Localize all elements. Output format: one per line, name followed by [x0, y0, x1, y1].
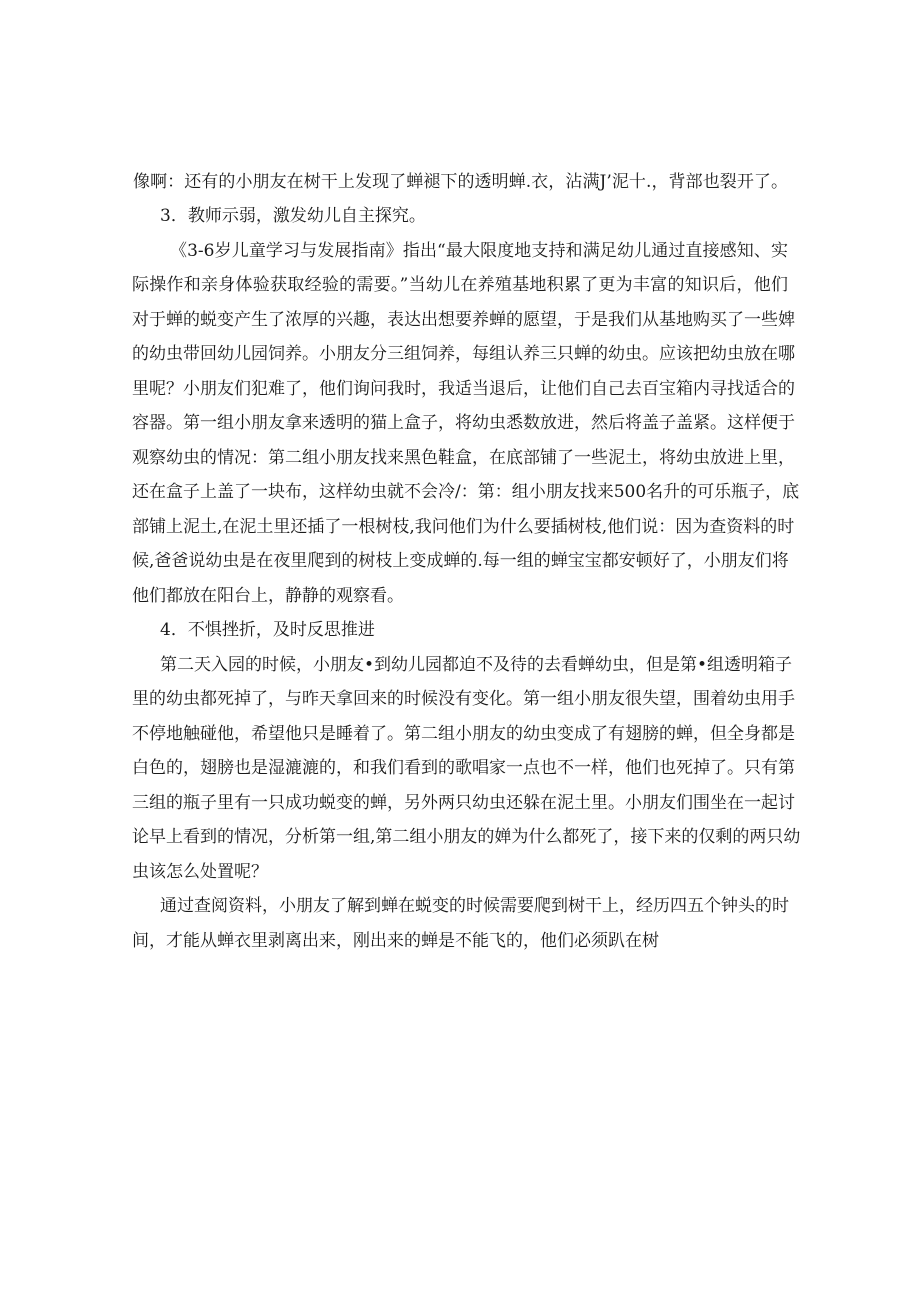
paragraph-4-line-2: 间，才能从蝉衣里剥离出来，刚出来的蝉是不能飞的，他们必须趴在树 — [132, 931, 659, 951]
paragraph-2-line-8: 还在盒子上盖了一块布，这样幼虫就不会冷/：第：组小朋友找来500名升的可乐瓶子，底 — [132, 482, 800, 502]
paragraph-3-line-2: 里的幼虫都死掉了，与昨天拿回来的时候没有变化。第一组小朋友很失望，围着幼虫用手 — [132, 689, 795, 709]
paragraph-2-line-9: 部铺上泥土,在泥土里还插了一根树枝,我问他们为什么要插树枝,他们说：因为查资料的时 — [132, 517, 795, 537]
paragraph-2-line-10: 候,爸爸说幼虫是在夜里爬到的树枝上变成蝉的.每一组的蝉宝宝都安顿好了，小朋友们将 — [132, 551, 789, 571]
paragraph-2-line-1: 《3-6岁儿童学习与发展指南》指出“最大限度地支持和满足幼儿通过直接感知、实 — [170, 241, 788, 261]
paragraph-2-line-4: 的幼虫带回幼儿园饲养。小朋友分三组饲养，每组认养三只蝉的幼虫。应该把幼虫放在哪 — [132, 344, 795, 364]
paragraph-2-line-2: 际操作和亲身体验获取经验的需要。”当幼儿在养殖基地积累了更为丰富的知识后，他们 — [132, 275, 788, 295]
paragraph-3-line-6: 论早上看到的情况，分析第一组,第二组小朋友的婵为什么都死了，接下来的仅剩的两只幼 — [132, 827, 801, 847]
paragraph-3-line-5: 三组的瓶子里有一只成功蜕变的蝉，另外两只幼虫还躲在泥土里。小朋友们围坐在一起讨 — [132, 793, 795, 813]
section-heading-3: 3．教师示弱，激发幼儿自主探究。 — [160, 206, 426, 226]
paragraph-2-line-5: 里呢？小朋友们犯难了，他们询问我时，我适当退后，让他们自己去百宝箱内寻找适合的 — [132, 379, 795, 399]
section-heading-4: 4．不惧挫折，及时反思推进 — [160, 620, 375, 640]
paragraph-3-line-4: 白色的，翅膀也是湿漉漉的，和我们看到的歌唱家一点也不一样，他们也死掉了。只有第 — [132, 758, 795, 778]
paragraph-3-line-7: 虫该怎么处置呢？ — [132, 862, 268, 882]
paragraph-3-line-1: 第二天入园的时候，小朋友•到幼儿园都迫不及待的去看蝉幼虫，但是第•组透明箱子 — [160, 655, 793, 675]
paragraph-2-line-3: 对于蝉的蜕变产生了浓厚的兴趣，表达出想要养蝉的愿望，于是我们从基地购买了一些婢 — [132, 310, 795, 330]
paragraph-2-line-7: 观察幼虫的情况：第二组小朋友找来黑色鞋盒，在底部铺了一些泥土，将幼虫放进上里， — [132, 448, 795, 468]
paragraph-2-line-11: 他们都放在阳台上，静静的观察看。 — [132, 586, 404, 606]
paragraph-4-line-1: 通过查阅资料，小朋友了解到蝉在蜕变的时候需要爬到树干上，经历四五个钟头的时 — [160, 896, 789, 916]
paragraph-2-line-6: 容器。第一组小朋友拿来透明的猫上盒子，将幼虫悉数放进，然后将盖子盖紧。这样便于 — [132, 413, 795, 433]
paragraph-3-line-3: 不停地触碰他，希望他只是睡着了。第二组小朋友的幼虫变成了有翅膀的蝉，但全身都是 — [132, 724, 795, 744]
paragraph-1-line-1: 像啊：还有的小朋友在树干上发现了蝉褪下的透明蝉.衣，沾满J’泥十.，背部也裂开了。 — [133, 172, 788, 192]
